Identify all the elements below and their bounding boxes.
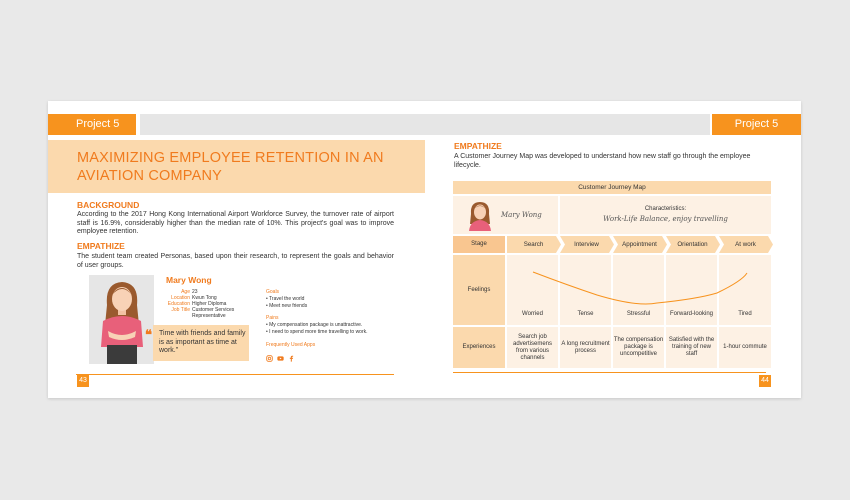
- persona-details: [144, 289, 254, 319]
- journey-map-title: Customer Journey Map: [453, 181, 771, 194]
- experience-text: Satisfied with the training of new staff: [668, 337, 715, 357]
- background-text: According to the 2017 Hong Kong International Airport Workforce Survey, the turnover rate of airport staff is 16.9%, considerably higher than the median rate of 10%. This project's goal was to improve employee retention.: [77, 211, 394, 235]
- stage-label: Stage: [453, 236, 505, 253]
- stage-appointment: Appointment: [622, 241, 657, 248]
- experiences-label: Experiences: [453, 327, 505, 368]
- persona-quote: Time with friends and family is as important as time at work.": [159, 330, 246, 354]
- facebook-icon: [288, 355, 295, 362]
- experience-cell: [666, 327, 717, 368]
- project-tab-left: Project 5: [48, 114, 136, 135]
- pain-item: • My compensation package is unattractive.: [266, 322, 363, 328]
- age-label: Age: [181, 289, 190, 295]
- characteristics-value: Work-Life Balance, enjoy travelling: [603, 215, 728, 223]
- footer-rule-left: [76, 374, 394, 375]
- feelings-label: Feelings: [453, 255, 505, 325]
- empathize-heading-right: EMPATHIZE: [454, 141, 502, 151]
- journey-persona-cell: [453, 196, 558, 234]
- page-number-right: 44: [759, 375, 771, 387]
- stage-search: Search: [523, 241, 544, 248]
- project-tab-right: Project 5: [712, 114, 801, 135]
- feeling-forward-looking: Forward-looking: [669, 311, 714, 317]
- quote-icon: ❝: [145, 327, 152, 342]
- location-label: Location: [171, 295, 190, 301]
- education-label: Education: [167, 301, 190, 307]
- experience-text: 1-hour commute: [723, 344, 767, 350]
- stage-orientation: Orientation: [677, 241, 708, 248]
- goal-item: • Travel the world: [266, 296, 305, 302]
- experience-text: The compensation package is uncompetitive: [613, 337, 664, 357]
- experience-cell: [507, 327, 558, 368]
- goal-item: • Meet new friends: [266, 303, 308, 309]
- persona-name: Mary Wong: [166, 275, 212, 285]
- location-value: Kwun Tong: [192, 295, 217, 301]
- pain-item: • I need to spend more time travelling to work.: [266, 329, 368, 335]
- apps-icons: [266, 355, 295, 362]
- experience-cell: [560, 327, 611, 368]
- background-heading: BACKGROUND: [77, 200, 140, 210]
- empathize-text-left: The student team created Personas, based upon their research, to represent the goals and behavior of user groups.: [77, 253, 394, 269]
- page-title: MAXIMIZING EMPLOYEE RETENTION IN AN AVIATION COMPANY: [77, 150, 384, 184]
- experience-cell: [613, 327, 664, 368]
- feeling-tired: Tired: [738, 311, 752, 317]
- persona-avatar: [466, 200, 494, 231]
- characteristics-label: Characteristics:: [644, 206, 687, 212]
- goals-label: Goals: [266, 289, 280, 295]
- stage-interview: Interview: [574, 241, 599, 248]
- job-value: Customer Services Representative: [192, 307, 235, 319]
- job-label: Job Title: [171, 307, 190, 313]
- age-value: 23: [192, 289, 198, 295]
- brochure-spread: [48, 101, 801, 398]
- title-box: [48, 140, 425, 193]
- apps-label: Frequently Used Apps: [266, 342, 316, 348]
- youtube-icon: [277, 355, 284, 362]
- instagram-icon: [266, 355, 273, 362]
- stage-at-work: At work: [735, 241, 756, 248]
- experience-text: A long recruitment process: [561, 340, 610, 354]
- pains-label: Pains: [266, 315, 279, 321]
- header-bar: [140, 114, 710, 135]
- page-number-left: 43: [77, 375, 89, 387]
- journey-intro-text: A Customer Journey Map was developed to understand how new staff go through the employee lifecycle.: [454, 153, 751, 169]
- education-value: Higher Diploma: [192, 301, 227, 307]
- feeling-tense: Tense: [577, 311, 594, 317]
- feeling-stressful: Stressful: [626, 311, 651, 317]
- journey-persona-name: Mary Wong: [501, 211, 542, 219]
- feeling-worried: Worried: [522, 311, 543, 317]
- experience-text: Search job advertisemens from various channels: [512, 333, 553, 361]
- characteristics-cell: [560, 196, 771, 234]
- footer-rule-right: [453, 372, 766, 373]
- empathize-heading-left: EMPATHIZE: [77, 241, 125, 251]
- experience-cell: [719, 327, 771, 368]
